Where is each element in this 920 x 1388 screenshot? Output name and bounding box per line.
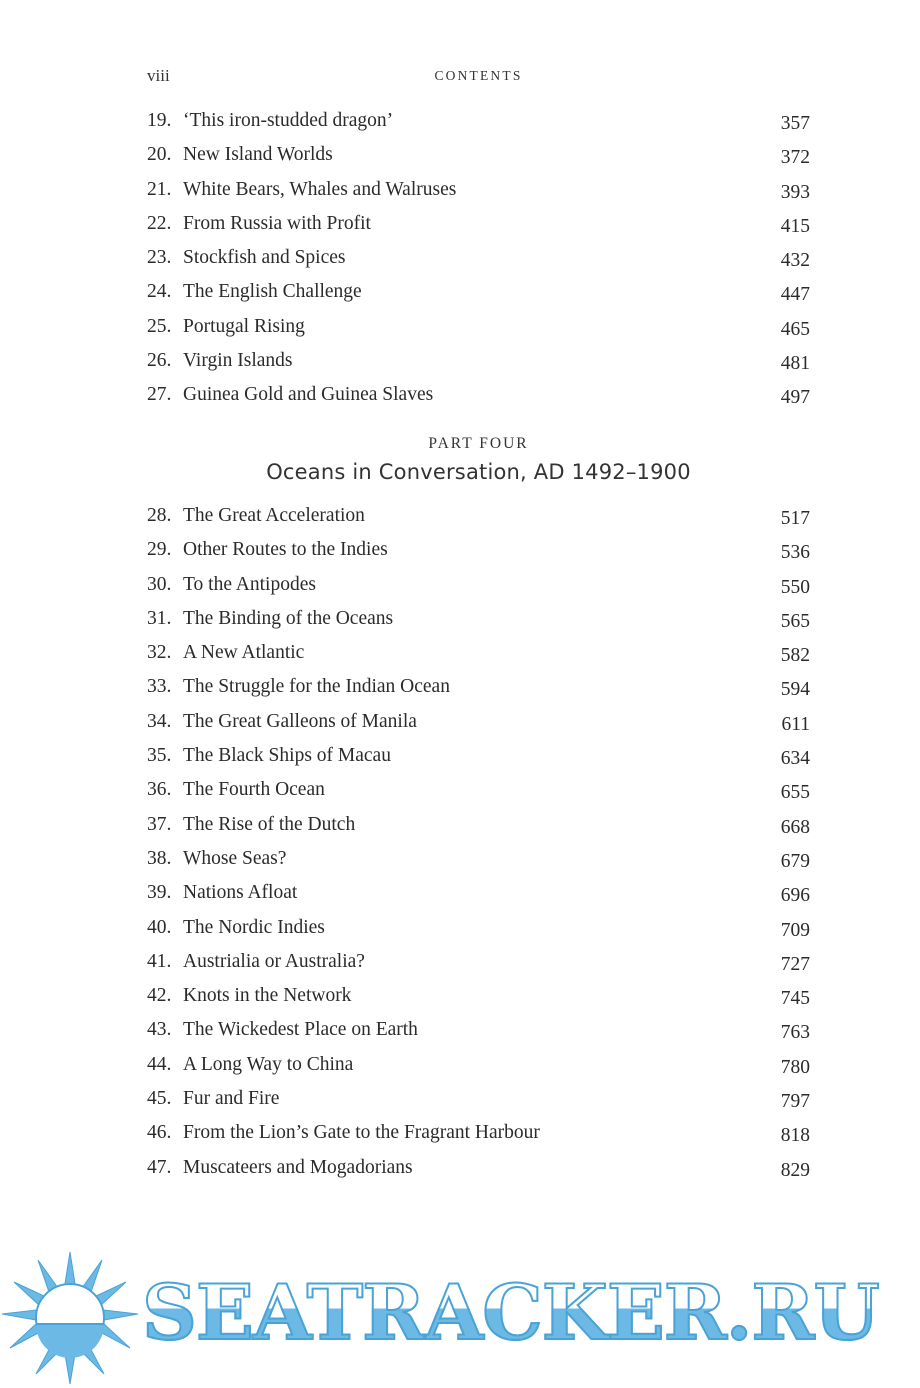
chapter-page: 829 xyxy=(780,1159,810,1181)
toc-entry[interactable] xyxy=(147,499,810,533)
chapter-page: 432 xyxy=(780,250,810,272)
chapter-page: 594 xyxy=(780,679,810,701)
chapter-title: White Bears, Whales and Walruses xyxy=(183,178,457,200)
chapter-page: 517 xyxy=(780,508,810,529)
toc-entry[interactable] xyxy=(147,979,810,1013)
chapter-page: 497 xyxy=(780,387,810,409)
toc-entry[interactable] xyxy=(147,842,810,876)
toc-entry[interactable] xyxy=(147,241,810,275)
chapter-number: 28. xyxy=(147,505,172,526)
chapter-title: A New Atlantic xyxy=(183,642,305,664)
chapter-page: 536 xyxy=(780,542,810,564)
watermark xyxy=(0,1250,920,1388)
toc-entry[interactable] xyxy=(147,1082,810,1116)
toc-entry[interactable] xyxy=(147,602,810,636)
chapter-title: ‘This iron-studded dragon’ xyxy=(183,110,394,131)
chapter-number: 46. xyxy=(147,1122,172,1144)
chapter-page: 818 xyxy=(780,1125,810,1147)
chapter-title: Other Routes to the Indies xyxy=(183,539,388,561)
chapter-page: 357 xyxy=(780,113,810,134)
chapter-number: 30. xyxy=(147,573,172,595)
chapter-page: 447 xyxy=(780,284,810,306)
chapter-number: 42. xyxy=(147,985,172,1007)
chapter-page: 582 xyxy=(780,645,810,667)
chapter-title: The Rise of the Dutch xyxy=(183,813,356,835)
chapter-number: 34. xyxy=(147,710,172,732)
chapter-number: 39. xyxy=(147,882,172,904)
chapter-title: Stockfish and Spices xyxy=(183,247,346,269)
chapter-title: Portugal Rising xyxy=(183,315,305,337)
toc-entry[interactable] xyxy=(147,705,810,739)
toc-entry[interactable] xyxy=(147,533,810,567)
chapter-page: 655 xyxy=(780,782,810,804)
chapter-title: The Nordic Indies xyxy=(183,916,325,938)
chapter-number: 20. xyxy=(147,144,172,166)
chapter-number: 23. xyxy=(147,247,172,269)
chapter-title: The Great Galleons of Manila xyxy=(183,710,417,732)
chapter-number: 43. xyxy=(147,1019,172,1041)
chapter-page: 481 xyxy=(780,353,810,375)
toc-list-part-three xyxy=(147,104,810,413)
part-title: Oceans in Conversation, AD 1492–1900 xyxy=(266,460,691,484)
toc-entry[interactable] xyxy=(147,138,810,172)
toc-entry[interactable] xyxy=(147,344,810,378)
toc-entry[interactable] xyxy=(147,310,810,344)
chapter-title: Muscateers and Mogadorians xyxy=(183,1156,413,1178)
chapter-title: A Long Way to China xyxy=(183,1053,354,1075)
part-label: PART FOUR xyxy=(428,435,529,452)
chapter-number: 24. xyxy=(147,281,172,303)
chapter-title: Austrialia or Australia? xyxy=(183,950,365,972)
chapter-page: 679 xyxy=(780,850,810,872)
toc-entry[interactable] xyxy=(147,739,810,773)
chapter-number: 32. xyxy=(147,642,172,664)
chapter-number: 21. xyxy=(147,178,172,200)
chapter-number: 47. xyxy=(147,1156,172,1178)
section-title: CONTENTS xyxy=(434,68,523,83)
chapter-number: 37. xyxy=(147,813,172,835)
chapter-title: Whose Seas? xyxy=(183,847,287,869)
toc-entry[interactable] xyxy=(147,670,810,704)
toc-entry[interactable] xyxy=(147,568,810,602)
chapter-title: From the Lion’s Gate to the Fragrant Harbour xyxy=(183,1122,540,1144)
chapter-title: Nations Afloat xyxy=(183,882,298,904)
chapter-title: Fur and Fire xyxy=(183,1088,280,1110)
toc-entry[interactable] xyxy=(147,378,810,412)
chapter-page: 565 xyxy=(780,610,810,632)
chapter-number: 41. xyxy=(147,950,172,972)
sun-icon xyxy=(0,1250,140,1388)
chapter-title: The Wickedest Place on Earth xyxy=(183,1019,418,1041)
chapter-page: 745 xyxy=(780,988,810,1010)
toc-entry[interactable] xyxy=(147,911,810,945)
chapter-page: 668 xyxy=(780,816,810,838)
chapter-title: Guinea Gold and Guinea Slaves xyxy=(183,384,434,406)
chapter-number: 25. xyxy=(147,315,172,337)
toc-entry[interactable] xyxy=(147,636,810,670)
chapter-number: 36. xyxy=(147,779,172,801)
chapter-title: The Binding of the Oceans xyxy=(183,607,394,629)
chapter-title: To the Antipodes xyxy=(183,573,316,595)
toc-entry[interactable] xyxy=(147,104,810,138)
toc-entry[interactable] xyxy=(147,808,810,842)
toc-entry[interactable] xyxy=(147,773,810,807)
chapter-page: 797 xyxy=(780,1091,810,1113)
chapter-number: 44. xyxy=(147,1053,172,1075)
toc-entry[interactable] xyxy=(147,1013,810,1047)
toc-entry[interactable] xyxy=(147,207,810,241)
chapter-page: 372 xyxy=(780,147,810,169)
chapter-page: 727 xyxy=(780,953,810,975)
toc-entry[interactable] xyxy=(147,945,810,979)
chapter-title: The Great Acceleration xyxy=(183,505,365,526)
page-folio: viii xyxy=(147,66,170,85)
chapter-page: 393 xyxy=(780,181,810,203)
chapter-number: 29. xyxy=(147,539,172,561)
toc-entry[interactable] xyxy=(147,173,810,207)
toc-entry[interactable] xyxy=(147,1048,810,1082)
toc-entry[interactable] xyxy=(147,1116,810,1150)
chapter-page: 709 xyxy=(780,919,810,941)
toc-entry[interactable] xyxy=(147,275,810,309)
chapter-page: 550 xyxy=(780,576,810,598)
chapter-number: 45. xyxy=(147,1088,172,1110)
toc-entry[interactable] xyxy=(147,1151,810,1185)
chapter-number: 33. xyxy=(147,676,172,698)
chapter-page: 611 xyxy=(781,713,810,735)
chapter-number: 38. xyxy=(147,847,172,869)
running-head xyxy=(147,66,810,90)
chapter-number: 35. xyxy=(147,745,172,767)
chapter-title: Virgin Islands xyxy=(183,350,293,372)
chapter-number: 26. xyxy=(147,350,172,372)
chapter-page: 415 xyxy=(780,215,810,237)
chapter-title: The Black Ships of Macau xyxy=(183,745,391,767)
chapter-number: 22. xyxy=(147,212,172,234)
chapter-title: Knots in the Network xyxy=(183,985,352,1007)
chapter-page: 696 xyxy=(780,885,810,907)
toc-entry[interactable] xyxy=(147,876,810,910)
part-heading xyxy=(147,432,810,488)
chapter-page: 780 xyxy=(780,1056,810,1078)
chapter-number: 19. xyxy=(147,110,172,131)
chapter-title: From Russia with Profit xyxy=(183,212,371,234)
toc-list-part-four xyxy=(147,499,810,1185)
chapter-number: 31. xyxy=(147,607,172,629)
chapter-title: The Struggle for the Indian Ocean xyxy=(183,676,450,698)
chapter-page: 763 xyxy=(780,1022,810,1044)
chapter-number: 40. xyxy=(147,916,172,938)
chapter-page: 634 xyxy=(780,748,810,770)
chapter-number: 27. xyxy=(147,384,172,406)
chapter-title: New Island Worlds xyxy=(183,144,333,166)
chapter-page: 465 xyxy=(780,318,810,340)
chapter-title: The English Challenge xyxy=(183,281,362,303)
watermark-text: SEATRACKER.RU xyxy=(142,1258,879,1368)
chapter-title: The Fourth Ocean xyxy=(183,779,325,801)
